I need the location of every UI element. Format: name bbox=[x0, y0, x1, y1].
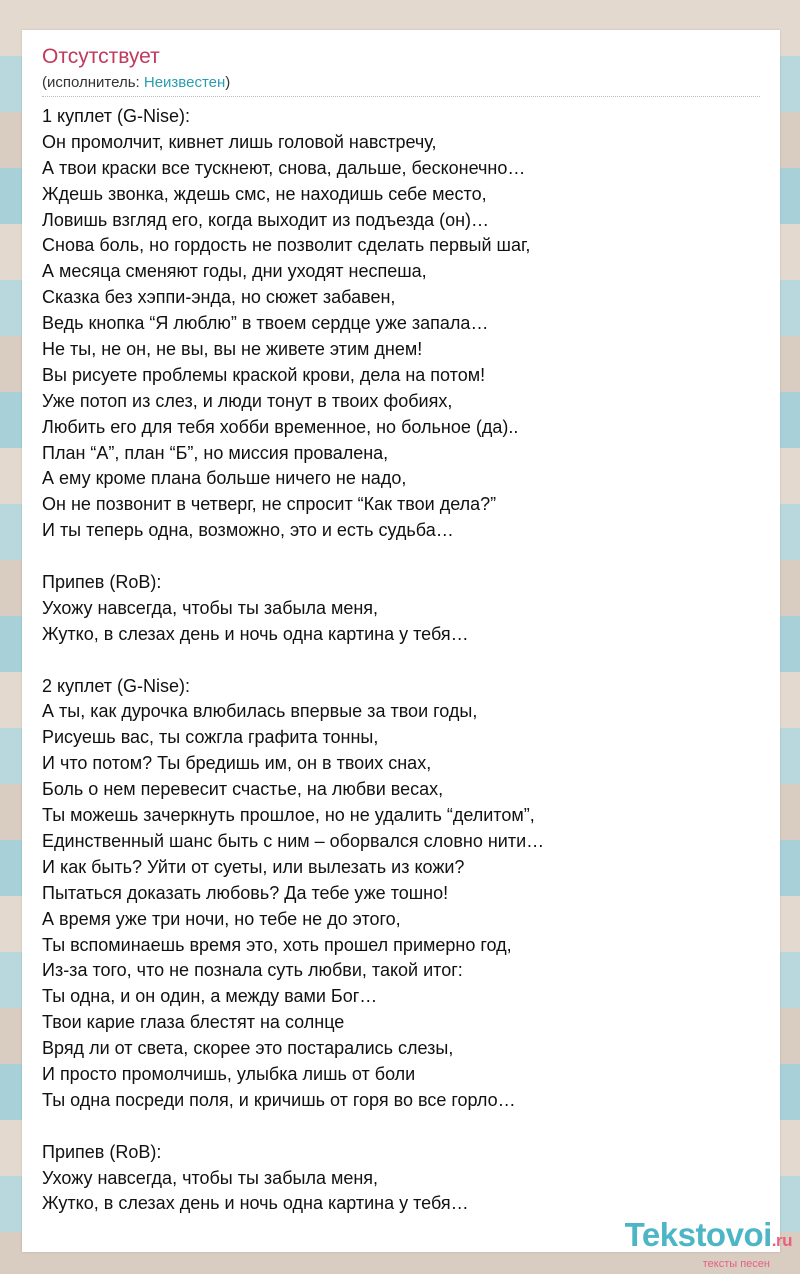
lyrics-blank-line bbox=[42, 544, 762, 570]
lyrics-line: И просто промолчишь, улыбка лишь от боли bbox=[42, 1063, 416, 1084]
song-title: Отсутствует bbox=[42, 45, 160, 68]
site-logo[interactable] bbox=[625, 1218, 792, 1270]
lyrics-line: 2 куплет (G-Nise): bbox=[42, 675, 190, 696]
lyrics-line: Твои карие глаза блестят на солнце bbox=[42, 1012, 345, 1033]
lyrics-line: Пытаться доказать любовь? Да тебе уже тошно! bbox=[42, 882, 449, 903]
artist-prefix: (исполнитель: bbox=[42, 74, 144, 91]
lyrics-line: Ведь кнопка “Я люблю” в твоем сердце уже запала… bbox=[42, 313, 489, 334]
artist-link[interactable]: Неизвестен bbox=[143, 74, 226, 91]
logo-tld: .ru bbox=[771, 1231, 792, 1250]
lyrics-card bbox=[22, 30, 780, 1252]
lyrics-line: Ловишь взгляд его, когда выходит из подъезда (он)… bbox=[42, 209, 490, 230]
lyrics-line: Уже потоп из слез, и люди тонут в твоих фобиях, bbox=[42, 390, 453, 411]
lyrics-line: А месяца сменяют годы, дни уходят неспеша, bbox=[42, 261, 427, 282]
lyrics-line: Он промолчит, кивнет лишь головой навстречу, bbox=[42, 131, 437, 152]
lyrics-line: Не ты, не он, не вы, вы не живете этим днем! bbox=[42, 339, 423, 360]
lyrics-line: Вы рисуете проблемы краской крови, дела на потом! bbox=[42, 364, 486, 385]
lyrics-line: Ждешь звонка, ждешь смс, не находишь себе место, bbox=[42, 183, 487, 204]
lyrics-blank-line bbox=[42, 1114, 762, 1140]
header-divider bbox=[42, 96, 760, 97]
lyrics-text bbox=[42, 104, 762, 1217]
lyrics-line: Рисуешь вас, ты сожгла графита тонны, bbox=[42, 727, 379, 748]
lyrics-line: Припев (RoB): bbox=[42, 572, 162, 593]
lyrics-line: Вряд ли от света, скорее это постарались слезы, bbox=[42, 1038, 454, 1059]
logo-tagline: тексты песен bbox=[702, 1258, 770, 1270]
logo-name: Tekstovoi bbox=[624, 1216, 772, 1253]
lyrics-line: Ты одна посреди поля, и кричишь от горя во все горло… bbox=[42, 1089, 516, 1110]
lyrics-line: А твои краски все тускнеют, снова, дальше, бесконечно… bbox=[42, 157, 526, 178]
lyrics-line: Ты одна, и он один, а между вами Бог… bbox=[42, 986, 378, 1007]
lyrics-line: Ухожу навсегда, чтобы ты забыла меня, bbox=[42, 597, 379, 618]
artist-line bbox=[42, 74, 230, 92]
lyrics-line: Снова боль, но гордость не позволит сделать первый шаг, bbox=[42, 235, 531, 256]
artist-suffix: ) bbox=[225, 74, 231, 91]
lyrics-line: И что потом? Ты бредишь им, он в твоих снах, bbox=[42, 753, 432, 774]
lyrics-line: А ты, как дурочка влюбилась впервые за твои годы, bbox=[42, 701, 478, 722]
lyrics-line: И как быть? Уйти от суеты, или вылезать из кожи? bbox=[42, 856, 465, 877]
lyrics-line: И ты теперь одна, возможно, это и есть судьба… bbox=[42, 520, 454, 541]
lyrics-line: Единственный шанс быть с ним – оборвался словно нити… bbox=[42, 830, 545, 851]
lyrics-line: Ты можешь зачеркнуть прошлое, но не удалить “делитом”, bbox=[42, 805, 535, 826]
lyrics-line: План “А”, план “Б”, но миссия провалена, bbox=[42, 442, 389, 463]
lyrics-line: Из-за того, что не познала суть любви, такой итог: bbox=[42, 960, 463, 981]
lyrics-line: Любить его для тебя хобби временное, но больное (да).. bbox=[42, 416, 519, 437]
logo-wordmark bbox=[625, 1218, 792, 1258]
lyrics-line: Жутко, в слезах день и ночь одна картина у тебя… bbox=[42, 623, 469, 644]
lyrics-line: А ему кроме плана больше ничего не надо, bbox=[42, 468, 407, 489]
lyrics-line: Ухожу навсегда, чтобы ты забыла меня, bbox=[42, 1167, 379, 1188]
lyrics-blank-line bbox=[42, 648, 762, 674]
lyrics-line: 1 куплет (G-Nise): bbox=[42, 106, 190, 126]
lyrics-line: Ты вспоминаешь время это, хоть прошел примерно год, bbox=[42, 934, 512, 955]
lyrics-line: Припев (RoB): bbox=[42, 1141, 162, 1162]
lyrics-line: А время уже три ночи, но тебе не до этого, bbox=[42, 908, 401, 929]
lyrics-line: Боль о нем перевесит счастье, на любви весах, bbox=[42, 779, 444, 800]
lyrics-line: Он не позвонит в четверг, не спросит “Как твои дела?” bbox=[42, 494, 497, 515]
lyrics-line: Жутко, в слезах день и ночь одна картина у тебя… bbox=[42, 1193, 469, 1214]
lyrics-line: Сказка без хэппи-энда, но сюжет забавен, bbox=[42, 287, 396, 308]
